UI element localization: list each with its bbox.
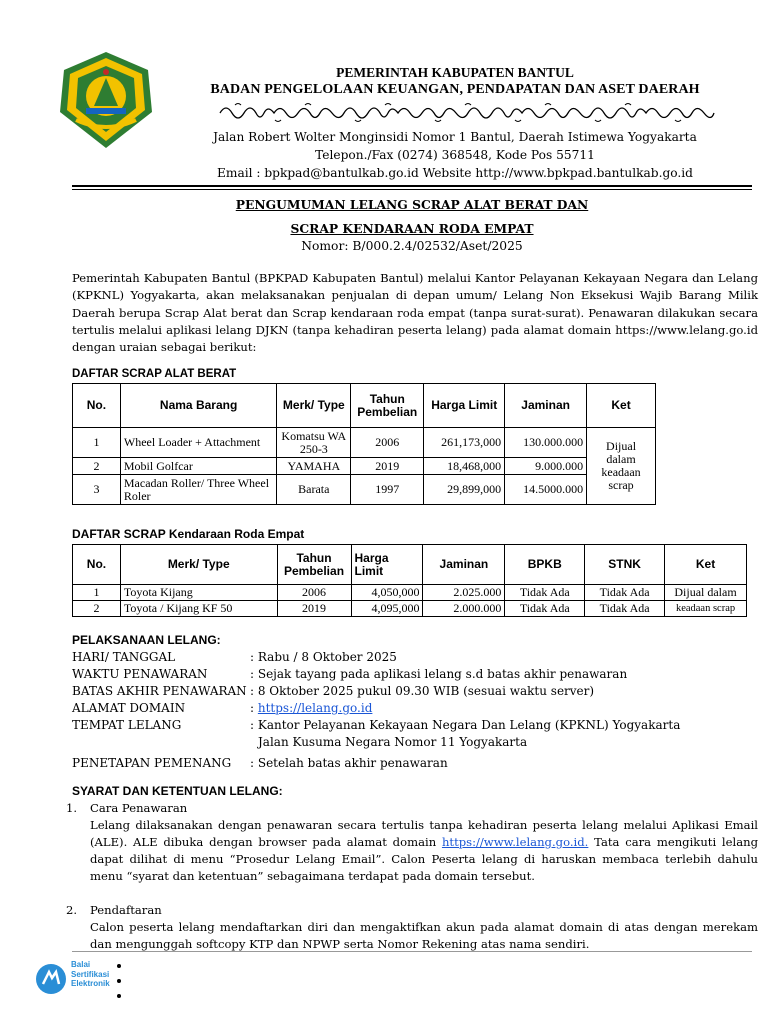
schedule-key: ALAMAT DOMAIN (72, 701, 186, 715)
table1-header-name: Nama Barang (120, 384, 276, 428)
cell-limit: 29,899,000 (424, 475, 505, 505)
item-text-a: Lelang dilaksanakan dengan penawaran secara tertulis tanpa kehadiran peserta lelang melalui Aplikasi Email (ALE). ALE dibuka dengan browser pada alamat domain (90, 818, 758, 849)
cell-jaminan: 14.5000.000 (505, 475, 587, 505)
schedule-row-deadline (72, 683, 752, 700)
cell-merk: Toyota / Kijang KF 50 (120, 601, 277, 617)
bsre-logo (34, 960, 124, 1000)
table-row (73, 475, 656, 505)
cell-limit: 4,050,000 (351, 585, 423, 601)
table-row (73, 428, 656, 458)
cell-name: Macadan Roller/ Three Wheel Roler (120, 475, 276, 505)
schedule-row-domain (72, 700, 752, 717)
cell-jaminan: 9.000.000 (505, 458, 587, 475)
letterhead (160, 64, 750, 182)
cell-no: 1 (73, 585, 121, 601)
cell-stnk: Tidak Ada (585, 585, 665, 601)
table-row (73, 601, 747, 617)
item-text-b: Tata cara mengikuti lelang dapat dilihat di menu “Prosedur Lelang Email”. Calon Peserta lelang di haruskan membaca terlebih dahulu menu “syarat dan ketentuan” sebagaimana terdapat pada domain tersebut. (90, 835, 758, 883)
bsre-line1: Balai (71, 960, 91, 969)
cell-year: 2019 (277, 601, 351, 617)
cell-limit: 261,173,000 (424, 428, 505, 458)
footer-rule (72, 951, 752, 952)
table1-header-no: No. (73, 384, 121, 428)
schedule-key: HARI/ TANGGAL (72, 650, 176, 664)
table2-heading: DAFTAR SCRAP Kendaraan Roda Empat (72, 527, 305, 541)
table2-header-bpkb: BPKB (505, 545, 585, 585)
title-line2: SCRAP KENDARAAN RODA EMPAT (290, 221, 534, 236)
item-title: Cara Penawaran (90, 801, 188, 815)
terms-section (66, 783, 758, 953)
announcement-title (72, 196, 752, 255)
table2-header-merk: Merk/ Type (120, 545, 277, 585)
schedule-row-place (72, 717, 752, 751)
cell-year: 2006 (277, 585, 351, 601)
bantul-regency-seal-icon (56, 50, 156, 150)
cell-ket: Dijual dalam keadaan scrap (587, 428, 656, 505)
cell-name: Mobil Golfcar (120, 458, 276, 475)
table2-header-row (73, 545, 747, 585)
list-item (66, 902, 758, 953)
schedule-value (250, 717, 752, 751)
bullet-dot (117, 994, 121, 998)
table2-header-jaminan: Jaminan (423, 545, 505, 585)
list-item (66, 800, 758, 885)
table1-header-ket: Ket (587, 384, 656, 428)
cell-merk: Komatsu WA 250-3 (277, 428, 351, 458)
item-number: 1. (66, 801, 78, 815)
table1-header-limit: Harga Limit (424, 384, 505, 428)
schedule-value: : Sejak tayang pada aplikasi lelang s.d batas akhir penawaran (250, 667, 628, 681)
letterhead-line1: PEMERINTAH KABUPATEN BANTUL (336, 65, 574, 80)
vehicle-table (72, 544, 747, 617)
cell-ket: Dijual dalam (665, 585, 747, 601)
cell-bpkb: Tidak Ada (505, 585, 585, 601)
terms-heading: SYARAT DAN KETENTUAN LELANG: (72, 784, 283, 798)
cell-limit: 18,468,000 (424, 458, 505, 475)
letterhead-phone: Telepon./Fax (0274) 368548, Kode Pos 55711 (315, 148, 595, 162)
schedule-key: WAKTU PENAWARAN (72, 667, 208, 681)
schedule-value: : 8 Oktober 2025 pukul 09.30 WIB (sesuai waktu server) (250, 684, 595, 698)
letterhead-rule-thin (72, 189, 752, 190)
item-body (84, 902, 758, 953)
document-number: Nomor: B/000.2.4/02532/Aset/2025 (301, 239, 523, 253)
schedule-key: TEMPAT LELANG (72, 718, 182, 732)
place-line1: : Kantor Pelayanan Kekayaan Negara Dan Lelang (KPKNL) Yogyakarta (250, 718, 681, 732)
title-line1: PENGUMUMAN LELANG SCRAP ALAT BERAT DAN (235, 197, 589, 212)
item-number: 2. (66, 903, 78, 917)
table1-header-jaminan: Jaminan (505, 384, 587, 428)
schedule-value: : Rabu / 8 Oktober 2025 (250, 650, 397, 664)
table2-header-ket: Ket (665, 545, 747, 585)
cell-limit: 4,095,000 (351, 601, 423, 617)
table1-heading: DAFTAR SCRAP ALAT BERAT (72, 368, 237, 380)
cell-year: 2019 (351, 458, 424, 475)
cell-ket: keadaan scrap (665, 601, 747, 617)
bullet-dot (117, 964, 121, 968)
schedule-key: BATAS AKHIR PENAWARAN (72, 684, 247, 698)
cell-no: 3 (73, 475, 121, 505)
auction-schedule (72, 632, 752, 772)
letterhead-line2: BADAN PENGELOLAAN KEUANGAN, PENDAPATAN DAN ASET DAERAH (210, 82, 700, 97)
schedule-value: : Setelah batas akhir penawaran (250, 756, 448, 770)
cell-year: 1997 (351, 475, 424, 505)
bullet-dot (117, 979, 121, 983)
table2-header-stnk: STNK (585, 545, 665, 585)
bsre-line2: Sertifikasi (71, 969, 110, 979)
lelang-link[interactable]: https://www.lelang.go.id. (441, 835, 589, 849)
cell-name: Wheel Loader + Attachment (120, 428, 276, 458)
item-body (84, 800, 758, 885)
item-text (90, 817, 758, 885)
table1-header-row (73, 384, 656, 428)
schedule-row-offer-time (72, 666, 752, 683)
intro-paragraph: Pemerintah Kabupaten Bantul (BPKPAD Kabupaten Bantul) melalui Kantor Pelayanan Kekayaan Negara dan Lelang (KPKNL) Yogyakarta, akan melaksanakan penjualan di depan umum/ Lelang Non Eksekusi Wajib Barang Milik Daerah berupa Scrap Alat berat dan Scrap kendaraan roda empat (tanpa surat-surat). Penawaran dilakukan secara tertulis melalui aplikasi lelang DJKN (tanpa kehadiran peserta lelang) pada alamat domain https://www.lelang.go.id dengan uraian sebagai berikut: (72, 271, 758, 355)
cell-no: 2 (73, 601, 121, 617)
schedule-row-date (72, 649, 752, 666)
cell-merk: Toyota Kijang (120, 585, 277, 601)
schedule-heading: PELAKSANAAN LELANG: (72, 633, 221, 647)
item-title: Pendaftaran (90, 903, 162, 917)
place-line2: Jalan Kusuma Negara Nomor 11 Yogyakarta (258, 735, 528, 749)
heavy-equipment-table (72, 383, 656, 505)
cell-bpkb: Tidak Ada (505, 601, 585, 617)
cell-no: 1 (73, 428, 121, 458)
letterhead-rule-thick (72, 185, 752, 187)
cell-merk: YAMAHA (277, 458, 351, 475)
cell-stnk: Tidak Ada (585, 601, 665, 617)
cell-jaminan: 130.000.000 (505, 428, 587, 458)
cell-merk: Barata (277, 475, 351, 505)
footer-bullets (117, 964, 121, 1009)
letterhead-contact: Email : bpkpad@bantulkab.go.id Website http://www.bpkpad.bantulkab.go.id (217, 166, 693, 180)
cell-no: 2 (73, 458, 121, 475)
bsre-line3: Elektronik (71, 979, 110, 988)
cell-year: 2006 (351, 428, 424, 458)
item-text: Calon peserta lelang mendaftarkan diri dan mengaktifkan akun pada alamat domain di atas dengan merekam dan mengunggah softcopy KTP dan NPWP serta Nomor Rekening atas nama sendiri. (90, 920, 758, 951)
domain-link[interactable]: https://lelang.go.id (257, 701, 373, 715)
table1-header-merk: Merk/ Type (277, 384, 351, 428)
separator: : (250, 701, 258, 715)
schedule-value (250, 700, 752, 717)
table-row (73, 585, 747, 601)
schedule-key: PENETAPAN PEMENANG (72, 756, 232, 770)
table2-header-limit: Harga Limit (351, 545, 423, 585)
table2-header-year: Tahun Pembelian (277, 545, 351, 585)
schedule-row-winner (72, 755, 752, 772)
bsre-emblem-icon (34, 962, 68, 996)
table1-header-year: Tahun Pembelian (351, 384, 424, 428)
letterhead-address: Jalan Robert Wolter Monginsidi Nomor 1 Bantul, Daerah Istimewa Yogyakarta (213, 130, 697, 144)
table2-header-no: No. (73, 545, 121, 585)
javanese-script-line-icon (215, 101, 715, 123)
table-row (73, 458, 656, 475)
cell-jaminan: 2.025.000 (423, 585, 505, 601)
cell-jaminan: 2.000.000 (423, 601, 505, 617)
bsre-text (71, 960, 110, 989)
